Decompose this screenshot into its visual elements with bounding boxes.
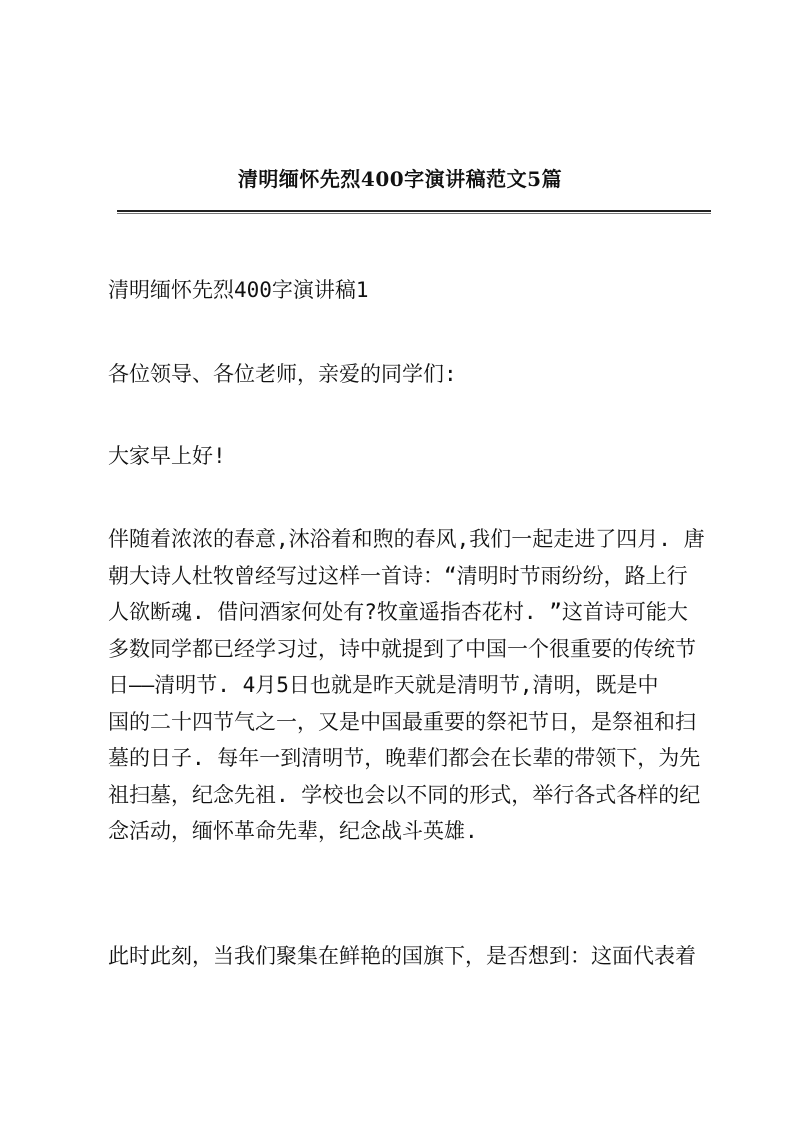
title-underline [117, 210, 711, 214]
paragraph-line: 祖扫墓，纪念先祖. 学校也会以不同的形式，举行各式各样的纪 [108, 782, 701, 807]
paragraph-line: 国的二十四节气之一，又是中国最重要的祭祀节日，是祭祖和扫 [108, 709, 696, 734]
speech-subtitle: 清明缅怀先烈400字演讲稿1 [108, 278, 369, 302]
paragraph-line: 日——清明节. 4月5日也就是昨天就是清明节,清明，既是中 [108, 673, 659, 697]
paragraph-line: 念活动，缅怀革命先辈，纪念战斗英雄. [108, 819, 478, 843]
greeting: 大家早上好! [108, 444, 226, 468]
paragraph-line: 此时此刻，当我们聚集在鲜艳的国旗下，是否想到：这面代表着 [108, 944, 696, 968]
paragraph-line: 伴随着浓浓的春意,沐浴着和煦的春风,我们一起走进了四月. 唐 [108, 527, 705, 551]
paragraph-line: 朝大诗人杜牧曾经写过这样一首诗：“清明时节雨纷纷，路上行 [108, 563, 688, 588]
body-paragraph-2 [108, 938, 712, 975]
paragraph-line: 墓的日子. 每年一到清明节，晚辈们都会在长辈的带领下，为先 [108, 746, 701, 770]
body-paragraph-1 [108, 521, 712, 850]
paragraph-line: 多数同学都已经学习过，诗中就提到了中国一个很重要的传统节 [108, 636, 696, 661]
salutation: 各位领导、各位老师，亲爱的同学们: [108, 362, 457, 386]
document-title: 清明缅怀先烈400字演讲稿范文5篇 [237, 167, 563, 191]
paragraph-line: 人欲断魂. 借问酒家何处有?牧童遥指杏花村. ”这首诗可能大 [108, 600, 688, 624]
